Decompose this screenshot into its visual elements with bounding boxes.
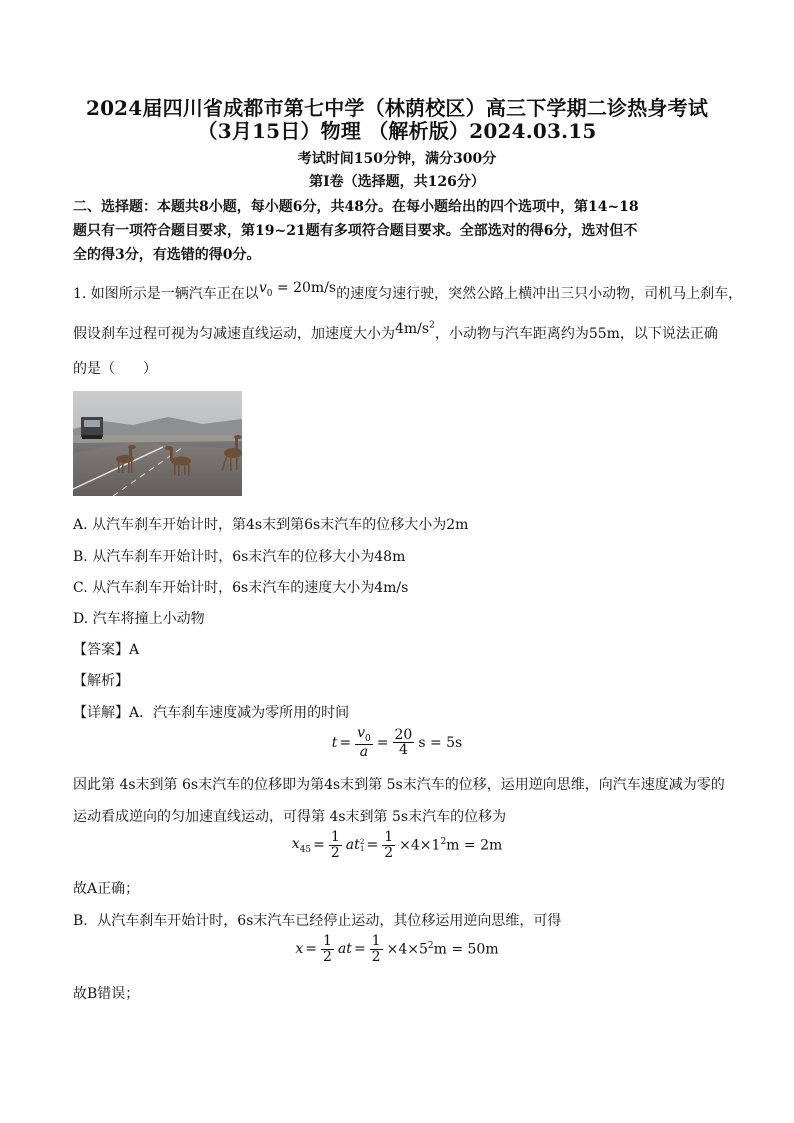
detail-a-paragraph-line1: 因此第 4s末到第 6s末汽车的位移即为第4s末到第 5s末汽车的位移，运用逆向思维，向汽车速度减为零的 <box>73 777 725 793</box>
section-instructions-line2: 题只有一项符合题目要求，第19~21题有多项符合题目要求。全部选对的得6分，选对但不 <box>73 223 638 239</box>
section-instructions-line3: 全的得3分，有选错的得0分。 <box>73 247 261 263</box>
option-b: B. 从汽车刹车开始计时，6s末汽车的位移大小为48m <box>73 549 406 565</box>
eq1-den-value: 4 <box>398 742 408 759</box>
detail-b-intro: B．从汽车刹车开始计时，6s末汽车已经停止运动，其位移运用逆向思维，可得 <box>73 913 562 929</box>
question-stem-line1 <box>73 280 743 305</box>
eq2-half-num: 1 <box>330 829 340 845</box>
eq1-num-symbol: v <box>357 725 366 741</box>
detail-a-paragraph-line2: 运动看成逆向的匀加速直线运动，可得第 4s末到第 5s末汽车的位移为 <box>73 809 507 825</box>
eq2-half-den: 2 <box>330 844 340 861</box>
eq2-result: m = 2m <box>446 837 503 854</box>
eq3-half-den: 2 <box>323 948 332 965</box>
road-animals-illustration <box>73 391 242 496</box>
section-instructions-line1: 二、选择题：本题共8小题，每小题6分，共48分。在每小题给出的四个选项中，第14~18 <box>73 199 639 215</box>
v0-symbol: v <box>258 280 267 296</box>
eq3-equals: = <box>305 941 318 958</box>
eq2-equals: = <box>313 837 325 854</box>
eq1-fraction-numeric <box>393 728 415 758</box>
eq2-lhs-subscript: 45 <box>299 844 312 855</box>
question-stem-part: 的速度匀速行驶，突然公路上横冲出三只小动物，司机马上刹车， <box>336 286 743 302</box>
eq2-lhs: x <box>291 835 300 852</box>
equation-braking-time <box>0 726 794 760</box>
eq3-lhs: x <box>295 941 304 958</box>
eq1-equals: = <box>339 734 352 751</box>
acceleration-value: 4m/s <box>395 321 430 337</box>
option-d: D. 汽车将撞上小动物 <box>73 611 205 627</box>
eq2-half <box>329 830 342 860</box>
truck <box>81 417 103 439</box>
detail-label: 【详解】 <box>73 705 129 721</box>
question-stem-part: ，小动物与汽车距离约为55m，以下说法正确 <box>434 326 718 342</box>
acceleration-exponent: 2 <box>429 320 435 331</box>
eq2-at-exponent: 2 <box>359 836 365 846</box>
equation-displacement-6s <box>0 934 794 964</box>
v0-expression <box>258 280 337 299</box>
eq1-result: s = 5s <box>418 734 463 751</box>
eq3-half <box>321 934 334 964</box>
eq3-half2-num: 1 <box>371 933 381 949</box>
eq3-product: ×4×5 <box>386 941 428 958</box>
eq2-half-2 <box>382 830 395 860</box>
eq2-half2-num: 1 <box>384 829 394 845</box>
eq3-at: at <box>337 941 352 958</box>
detail-a-text: A．汽车刹车速度减为零所用的时间 <box>129 705 350 721</box>
eq2-at: at <box>345 837 360 854</box>
detail-b-conclusion: 故B错误； <box>73 986 140 1002</box>
question-stem-part: 1. 如图所示是一辆汽车正在以 <box>73 286 259 302</box>
eq1-num-subscript: 0 <box>365 733 371 744</box>
analysis-heading: 【解析】 <box>73 673 129 689</box>
exam-info: 考试时间150分钟，满分300分 <box>297 151 497 167</box>
eq3-half-2 <box>370 934 383 964</box>
eq2-product-exponent: 2 <box>440 836 447 847</box>
eq1-den-symbol: a <box>359 744 369 761</box>
eq1-lhs: t <box>331 734 338 751</box>
equation-displacement-4-5 <box>0 830 794 860</box>
eq3-half-num: 1 <box>323 933 332 949</box>
eq3-half2-den: 2 <box>371 948 381 965</box>
question-stem-part: 假设刹车过程可视为匀减速直线运动，加速度大小为 <box>73 326 395 342</box>
option-a: A. 从汽车刹车开始计时，第4s末到第6s末汽车的位移大小为2m <box>73 517 469 533</box>
eq3-equals-2: = <box>353 941 366 958</box>
eq2-at-subscript: 1 <box>359 844 365 854</box>
eq3-product-exponent: 2 <box>427 940 434 951</box>
v0-value: = 20m/s <box>272 280 337 296</box>
question-stem-line3: 的是（ ） <box>73 361 157 377</box>
volume-heading: 第Ⅰ卷（选择题，共126分） <box>309 174 485 190</box>
option-c: C. 从汽车刹车开始计时，6s末汽车的速度大小为4m/s <box>73 580 409 596</box>
eq1-equals-2: = <box>376 734 389 751</box>
question-stem-line2 <box>73 320 718 343</box>
detail-a-conclusion: 故A正确； <box>73 881 140 897</box>
detail-a-intro <box>73 702 349 722</box>
road-animals-photo <box>73 391 242 496</box>
acceleration-expression <box>395 321 435 337</box>
eq1-fraction-symbolic <box>355 726 373 760</box>
document-title-line2: （3月15日）物理 （解析版）2024.03.15 <box>197 119 597 143</box>
answer-line: 【答案】A <box>73 642 140 658</box>
eq1-num-value: 20 <box>394 726 413 743</box>
document-title-line1: 2024届四川省成都市第七中学（林荫校区）高三下学期二诊热身考试 <box>85 96 709 120</box>
eq2-product: ×4×1 <box>399 837 441 854</box>
eq3-result: m = 50m <box>433 941 499 958</box>
eq2-equals-2: = <box>366 837 379 854</box>
eq2-half2-den: 2 <box>384 844 394 861</box>
v0-subscript: 0 <box>266 288 273 299</box>
